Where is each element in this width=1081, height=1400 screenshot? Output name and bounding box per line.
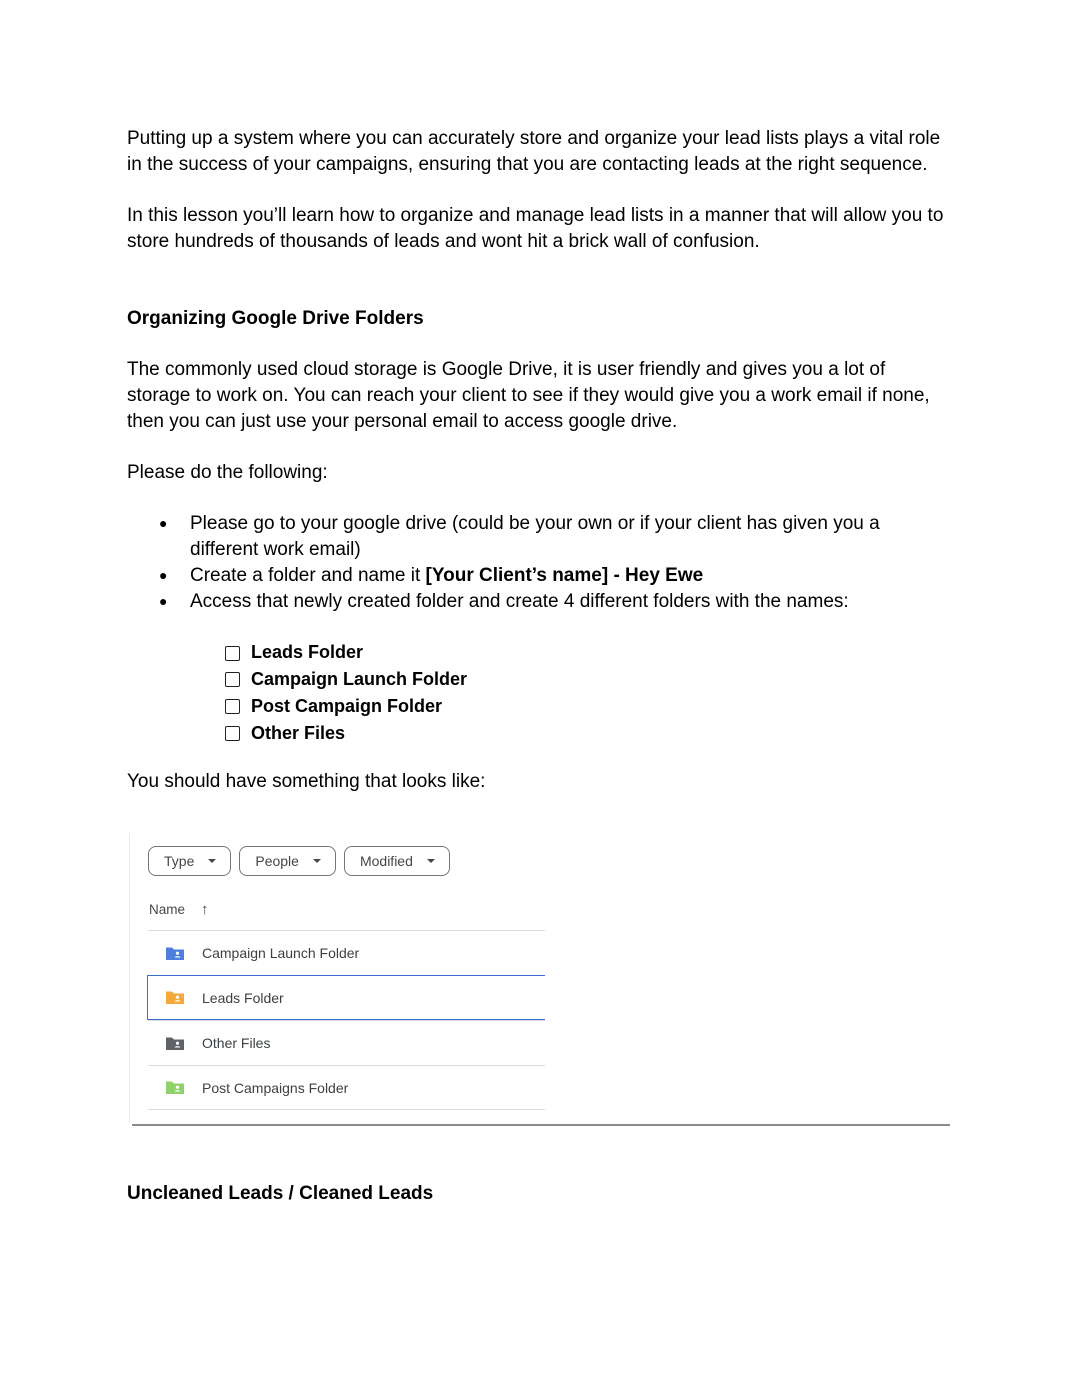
file-name: Post Campaigns Folder [202, 1079, 349, 1096]
screenshot-lead-in: You should have something that looks like: [127, 770, 486, 792]
checklist-item: Other Files [225, 720, 953, 747]
filter-people-button[interactable]: People [239, 846, 336, 876]
sort-arrow-up-icon[interactable]: ↑ [201, 901, 209, 918]
bullet-icon: ● [159, 592, 168, 609]
file-name: Other Files [202, 1035, 271, 1051]
section-heading-drive: Organizing Google Drive Folders [127, 307, 424, 329]
bullet-icon: ● [159, 515, 168, 532]
divider [132, 1124, 950, 1126]
intro-paragraph-2: In this lesson you’ll learn how to organize and manage lead lists in a manner that will allow you to store hundreds of thousands of leads and wont hit a brick wall of confusion. [127, 205, 944, 252]
shared-folder-icon [165, 946, 185, 961]
section2 [127, 1181, 953, 1207]
name-column-header[interactable]: Name ↑ [149, 901, 209, 918]
list-item: ● Access that newly created folder and create 4 different folders with the names: [190, 589, 953, 615]
checkbox[interactable] [225, 672, 240, 687]
caret-down-icon [427, 859, 435, 863]
checklist-item: Campaign Launch Folder [225, 667, 953, 694]
file-row[interactable] [148, 1020, 545, 1065]
instruction-list [127, 511, 953, 614]
drive-screenshot [129, 833, 951, 1128]
filter-modified-button[interactable]: Modified [344, 846, 450, 876]
file-row[interactable] [148, 930, 545, 975]
document-body [127, 126, 953, 794]
file-row[interactable] [147, 975, 545, 1020]
shared-folder-icon [165, 1080, 185, 1095]
shared-folder-icon [165, 1036, 185, 1051]
shared-folder-icon [165, 990, 185, 1005]
caret-down-icon [208, 859, 216, 863]
intro-paragraph-1: Putting up a system where you can accurately store and organize your lead lists plays a vital role in the success of your campaigns, ensuring that you are contacting leads at the right sequence. [127, 128, 941, 175]
checkbox[interactable] [225, 646, 240, 661]
screenshot-edge [129, 833, 130, 1123]
drive-paragraph: The commonly used cloud storage is Google Drive, it is user friendly and gives you a lot of storage to work on. You can reach your client to see if they would give you a work email if none, then you can just use your personal email to access google drive. [127, 359, 930, 432]
checkbox[interactable] [225, 726, 240, 741]
folder-checklist [127, 640, 953, 747]
caret-down-icon [313, 859, 321, 863]
folder-name-bold: [Your Client’s name] - Hey Ewe [425, 564, 704, 586]
filter-type-button[interactable]: Type [148, 846, 231, 876]
checklist-item: Post Campaign Folder [225, 693, 953, 720]
list-item: ● Please go to your google drive (could be your own or if your client has given you a different work email) [159, 513, 880, 561]
file-name: Campaign Launch Folder [202, 945, 360, 961]
section-heading-leads: Uncleaned Leads / Cleaned Leads [127, 1183, 434, 1204]
list-item: ● Create a folder and name it [Your Client’s name] - Hey Ewe [190, 563, 953, 589]
file-list [148, 930, 545, 1110]
filter-bar [148, 846, 450, 876]
bullet-icon: ● [159, 566, 168, 583]
file-row[interactable] [148, 1065, 545, 1110]
checklist-item: Leads Folder [225, 640, 953, 667]
checkbox[interactable] [225, 699, 240, 714]
file-name: Leads Folder [202, 989, 284, 1006]
instruction-intro: Please do the following: [127, 462, 328, 484]
